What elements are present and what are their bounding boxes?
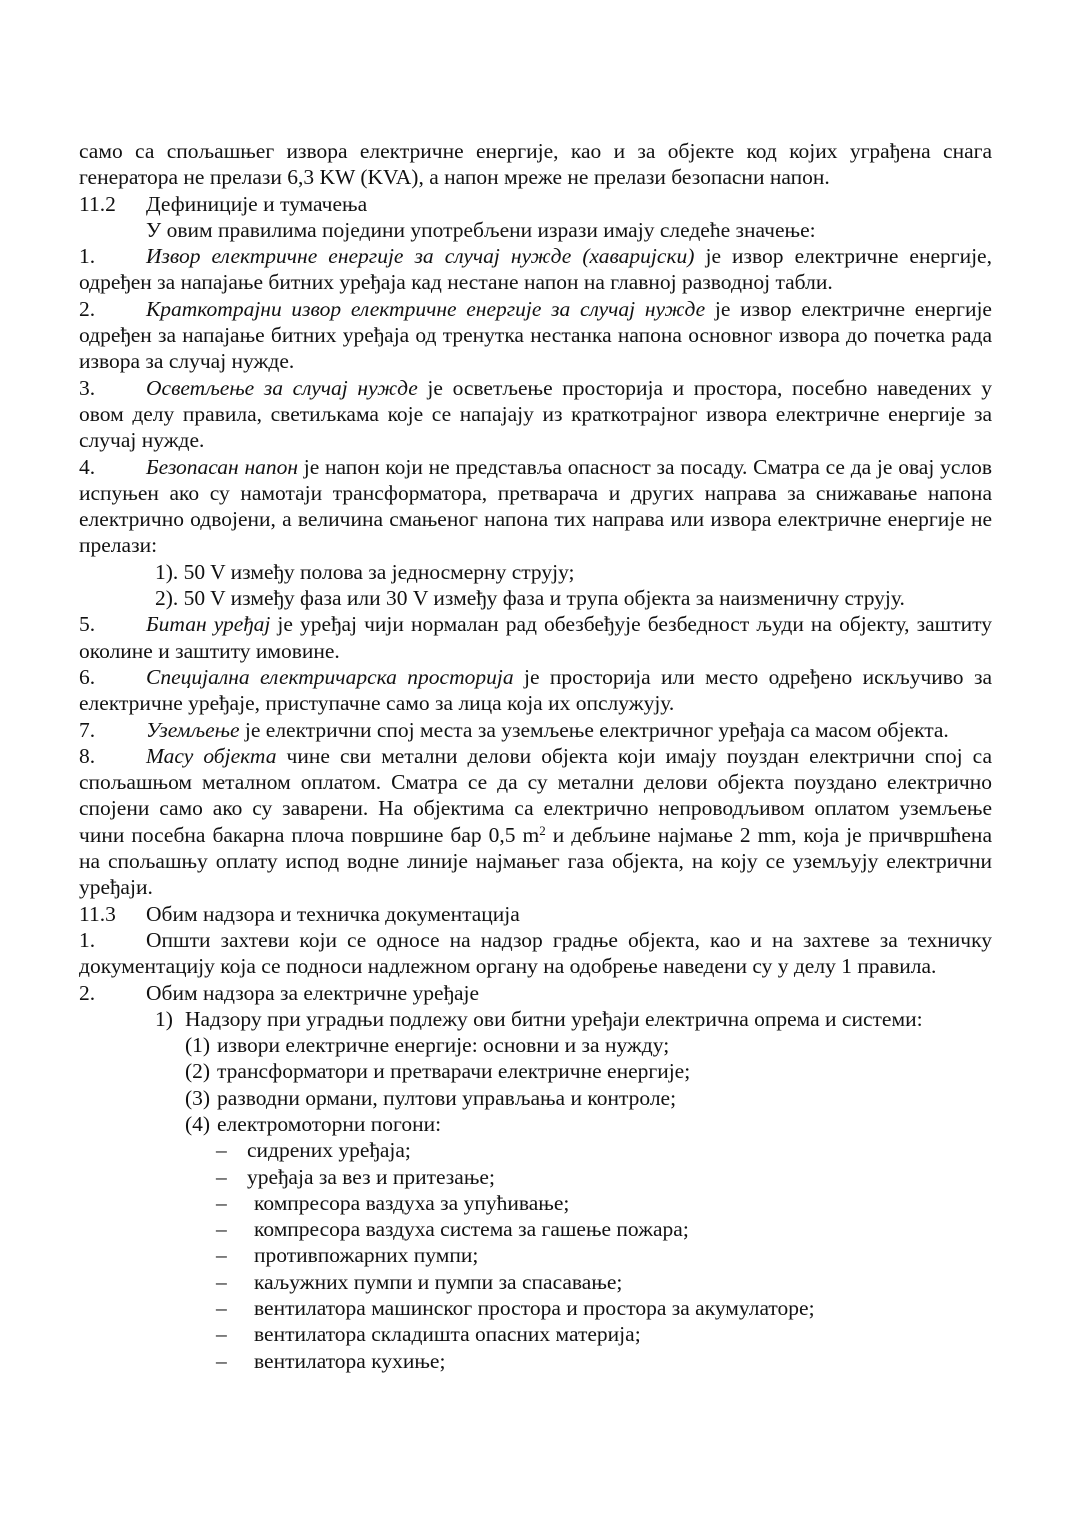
definition-term: Специјална електричарска просторија <box>146 664 514 689</box>
definition-6: 6. Специјална електричарска просторија је просторија или место одређено искључиво за електричне уређаје, приступачне само за лица која их опслужују. <box>79 664 992 716</box>
list-level-1-item: 1) Надзору при уградњи подлежу ови битни уређаји електрична опрема и системи: <box>155 1006 923 1031</box>
definition-term: Осветљење за случај нужде <box>146 375 418 400</box>
definition-term: Безопасан напон <box>146 454 299 479</box>
definition-term: Уземљење <box>146 717 240 742</box>
dash-bullet-icon: – <box>216 1217 227 1242</box>
section-heading-11-2 <box>79 191 992 217</box>
section-number: 11.2 <box>79 191 116 216</box>
dash-list-item: – вентилатора кухиње; <box>216 1348 446 1373</box>
definition-term: Масу објекта <box>146 743 277 768</box>
dash-list-item: – уређаја за вез и притезање; <box>216 1164 495 1189</box>
dash-bullet-icon: – <box>216 1243 227 1268</box>
definition-term: Извор електричне енергије за случај нужде (хаваријски) <box>146 244 695 269</box>
section-heading-11-3 <box>79 901 992 927</box>
dash-bullet-icon: – <box>216 1190 227 1215</box>
list-level-2-item: (3) разводни ормани, пултови управљања и контроле; <box>185 1085 677 1110</box>
definition-term: Битан уређај <box>146 612 271 637</box>
dash-bullet-icon: – <box>216 1348 227 1373</box>
definition-7: 7. Уземљење је електрични спој места за уземљење електричног уређаја са масом објекта. <box>79 717 949 742</box>
document-page <box>79 138 992 1374</box>
dash-bullet-icon: – <box>216 1138 227 1163</box>
dash-list-item: – сидрених уређаја; <box>216 1138 411 1163</box>
list-level-2-item: (1) извори електричне енергије: основни и за нужду; <box>185 1033 670 1058</box>
dash-bullet-icon: – <box>216 1296 227 1321</box>
definition-5: 5. Битан уређај је уређај чији нормалан рад обезбеђује безбедност људи на објекту, заштиту околине и заштиту имовине. <box>79 612 992 663</box>
definition-2: 2. Краткотрајни извор електричне енергије за случај нужде је извор електричне енергије одређен за напајање битних уређаја од тренутка нестанка напона основног извора до почетка рада извора за случај нужде. <box>79 296 992 374</box>
dash-bullet-icon: – <box>216 1269 227 1294</box>
intro-paragraph: само са спољашњег извора електричне енергије, као и за објекте код којих уграђена снага генератора не прелази 6,3 KW (KVA), а напон мреже не прелази безопасни напон. <box>79 139 992 190</box>
definition-4: 4. Безопасан напон је напон који не представља опасност за посаду. Сматра се да је овај услов испуњен ако су намотаји трансформатора, претварача и других направа за снижавање напона електрично одвојени, а величина смањеног напона тих направа или извора електричне енергије не прелази: <box>79 454 992 558</box>
dash-list-item: – вентилатора машинског простора и простора за акумулаторе; <box>216 1296 815 1321</box>
section-title: Дефиниције и тумачења <box>146 191 368 216</box>
dash-list-item: – противпожарних пумпи; <box>216 1243 479 1268</box>
dash-bullet-icon: – <box>216 1164 227 1189</box>
section-number: 11.3 <box>79 901 116 926</box>
section-lead: У овим правилима поједини употребљени изрази имају следеће значење: <box>146 217 816 242</box>
definition-1: 1. Извор електричне енергије за случај нужде (хаваријски) је извор електричне енергије, одређен за напајање битних уређаја кад нестане напон на главној разводној табли. <box>79 244 992 295</box>
dash-list-item: – вентилатора складишта опасних материја; <box>216 1322 641 1347</box>
voltage-limit-item: 2). 50 V између фаза или 30 V између фаза и трупа објекта за наизменичну струју. <box>155 586 905 611</box>
dash-list-item: – компресора ваздуха за упућивање; <box>216 1190 570 1215</box>
dash-bullet-icon: – <box>216 1322 227 1347</box>
section-11-3-item-1: 1. Општи захтеви који се односе на надзор градње објекта, као и на захтеве за техничку документацију која се подноси надлежном органу на одобрење наведени су у делу 1 правила. <box>79 927 992 979</box>
list-level-2-item: (4) електромоторни погони: <box>185 1111 442 1136</box>
section-11-3-item-2: 2. Обим надзора за електричне уређаје <box>79 980 480 1005</box>
superscript: 2 <box>539 822 546 838</box>
voltage-limit-item: 1). 50 V између полова за једносмерну струју; <box>155 559 575 584</box>
definition-8: 8. Масу објекта чине сви метални делови објекта који имају поуздан електрични спој са спољашњом металном оплатом. Сматра се да су метални делови објекта поуздано електрично спојени само ако су заварени. На објектима са електрично непроводљивом оплатом уземљење чини посебна бакарна плоча површине бар 0,5 $m^2$ и дебљине најмање 2 mm, која је причвршћена на спољашњу оплату испод водне линије најмањег газа објекта, на коју се уземљују електрични уређаји. <box>79 743 993 900</box>
dash-list-item: – компресора ваздуха система за гашење пожара; <box>216 1217 689 1242</box>
definition-term: Краткотрајни извор електричне енергије за случај нужде <box>146 296 706 321</box>
dash-list-item: – каљужних пумпи и пумпи за спасавање; <box>216 1269 623 1294</box>
list-level-2-item: (2) трансформатори и претварачи електричне енергије; <box>185 1059 691 1084</box>
definition-3: 3. Осветљење за случај нужде је осветљење просторија и простора, посебно наведених у овом делу правила, светиљкама које се напајају из краткотрајног извора електричне енергије за случај нужде. <box>79 375 992 453</box>
section-title: Обим надзора и техничка документација <box>146 901 520 926</box>
